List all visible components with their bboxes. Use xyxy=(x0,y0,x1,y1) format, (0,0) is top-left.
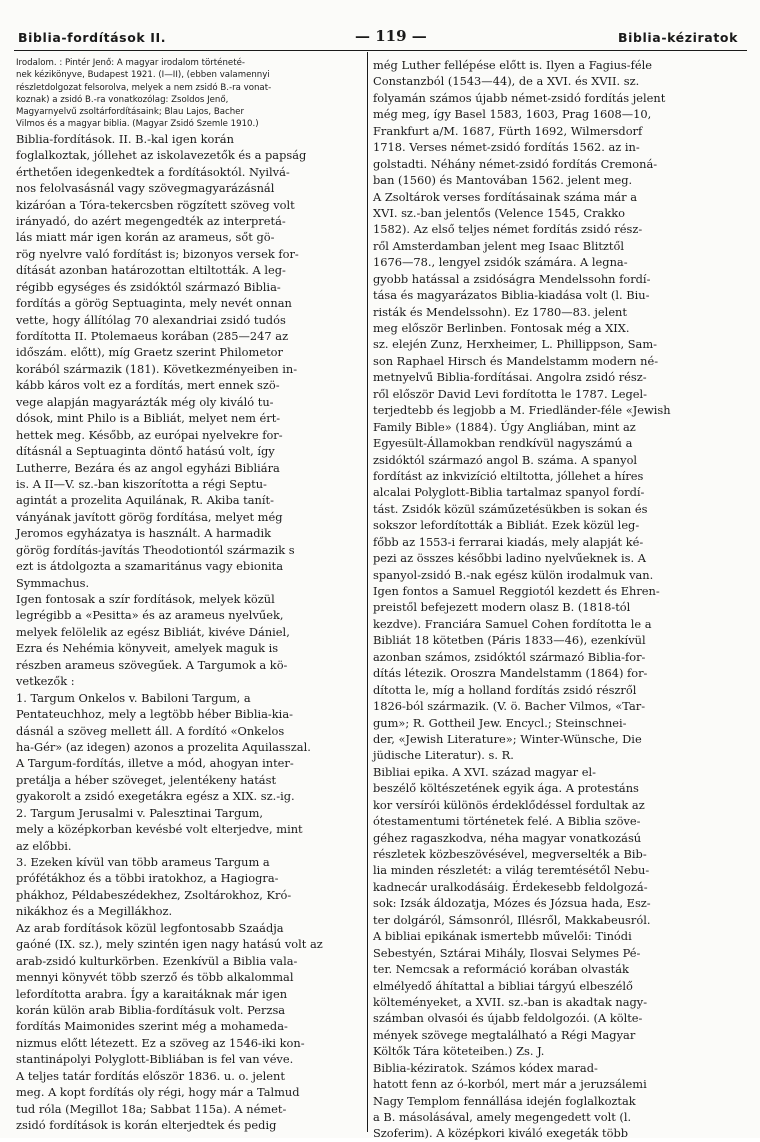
text-line: koznak) a zsidó B.-ra vonatkozólag: Zsoldos Jenő, xyxy=(16,94,229,105)
text-line: 1. Targum Onkelos v. Babiloni Targum, a xyxy=(16,690,251,705)
text-line: még Luther fellépése előtt is. Ilyen a Fagius-féle xyxy=(373,58,652,72)
text-line: 1718. Verses német-zsidó fordítás 1562. az in- xyxy=(373,140,640,155)
text-line: elmélyedő áhítattal a bibliai tárgyú elbeszélő xyxy=(373,978,633,993)
text-line: lefordította arabra. Így a karaitáknak már igen xyxy=(16,986,288,1001)
text-line: prófétákhoz és a többi iratokhoz, a Hagiogra- xyxy=(16,871,279,886)
text-line: legrégibb a «Pesitta» és az arameus nyelvűek, xyxy=(16,608,284,623)
text-line: Pentateuchhoz, mely a legtöbb héber Biblia-kia- xyxy=(16,707,293,722)
running-header-left: Biblia-fordítások II. xyxy=(18,30,167,45)
text-line: Igen fontos a Samuel Reggiotól kezdett és Ehren- xyxy=(373,584,660,598)
text-line: hatott fenn az ó-korból, mert már a jeruzsálemi xyxy=(373,1077,647,1092)
text-line: terjedtebb és legjobb a M. Friedländer-féle «Jewish xyxy=(373,403,671,418)
text-line: phákhoz, Példabeszédekhez, Zsoltárokhoz, Kró- xyxy=(16,887,292,902)
text-line: még meg, így Basel 1583, 1603, Prag 1608—10, xyxy=(373,107,652,122)
text-line: alcalai Polyglott-Biblia tartalmaz spanyol fordí- xyxy=(373,485,645,500)
text-line: rög nyelvre való fordítást is; bizonyos versek for- xyxy=(16,246,299,261)
text-line: jüdische Literatur). s. R. xyxy=(373,748,514,763)
text-line: fordítás Maimonides szerint még a mohameda- xyxy=(16,1019,288,1034)
text-line: Költők Tára köteteiben.) Zs. J. xyxy=(373,1044,545,1059)
text-line: Constanzból (1543—44), de a XVI. és XVII. sz. xyxy=(373,74,640,89)
text-line: gyobb hatással a zsidóságra Mendelssohn fordí- xyxy=(373,271,651,286)
text-line: dítását azonban határozottan eltiltották. A leg- xyxy=(16,263,286,278)
text-line: kor versírói különös érdeklődéssel fordultak az xyxy=(373,797,645,812)
text-line: Biblia-kéziratok. Számos kódex marad- xyxy=(373,1060,598,1075)
text-line: 1582). Az első teljes német fordítás zsidó rész- xyxy=(373,222,643,237)
text-line: vege alapján magyarázták még oly kiváló tu- xyxy=(16,394,274,409)
text-line: sok: Izsák áldozatja, Mózes és Józsua hada, Esz- xyxy=(373,896,651,911)
text-line: Az arab fordítások közül legfontosabb Szaádja xyxy=(16,920,284,935)
text-line: régibb egységes és zsidóktól származó Biblia- xyxy=(16,279,281,294)
text-line: is. A II—V. sz.-ban kiszorította a régi Septu- xyxy=(16,476,267,491)
text-line: Lutherre, Bezára és az angol egyházi Bibliára xyxy=(16,460,280,475)
text-line: XVI. sz.-ban jelentős (Velence 1545, Crakko xyxy=(373,205,625,220)
text-line: golstadti. Néhány német-zsidó fordítás Cremoná- xyxy=(373,156,658,171)
text-line: der, «Jewish Literature»; Winter-Wünsche, Die xyxy=(373,731,642,746)
text-line: sz. elején Zunz, Herxheimer, L. Phillippson, Sam- xyxy=(373,337,657,352)
text-line: son Raphael Hirsch és Mandelstamm modern né- xyxy=(373,353,659,368)
text-line: dásnál a szöveg mellett áll. A fordító «Onkelos xyxy=(16,723,285,738)
left-column xyxy=(16,57,360,1132)
column-divider xyxy=(367,52,368,1132)
text-line: a B. másolásával, amely megengedett volt (l. xyxy=(373,1110,632,1124)
text-line: korán külön arab Biblia-fordításuk volt. Perzsa xyxy=(16,1002,286,1017)
text-line: lás miatt már igen korán az arameus, sőt gö- xyxy=(16,230,275,245)
text-line: dításnál a Septuaginta döntő hatású volt, így xyxy=(16,444,275,459)
text-line: mely a középkorban kevésbé volt elterjedve, mint xyxy=(16,822,303,837)
text-line: gaóné (IX. sz.), mely szintén igen nagy hatású volt az xyxy=(16,937,323,952)
text-line: A Targum-fordítás, illetve a mód, ahogyan inter- xyxy=(16,756,294,771)
text-line: Jeromos egyházatya is használt. A harmadik xyxy=(16,526,272,541)
text-line: hettek meg. Később, az európai nyelvekre for- xyxy=(16,427,283,442)
text-line: zsidó fordítások is korán elterjedtek és pedig xyxy=(16,1118,277,1133)
text-line: A bibliai epikának ismertebb művelői: Tinódi xyxy=(373,929,632,944)
text-line: ótestamentumi történetek felé. A Biblia szöve- xyxy=(373,814,641,829)
text-line: az előbbi. xyxy=(16,838,72,853)
text-line: Bibliai epika. A XVI. század magyar el- xyxy=(373,764,596,779)
text-line: melyek felölelik az egész Bibliát, kivéve Dániel, xyxy=(16,624,290,639)
text-line: ter. Nemcsak a reformáció korában olvasták xyxy=(373,962,629,977)
text-line: beszélő költészetének egyik ága. A protestáns xyxy=(373,781,639,796)
text-line: arab-zsidó kulturkörben. Ezenkívül a Biblia vala- xyxy=(16,953,298,968)
text-line: A Zsoltárok verses fordításainak száma már a xyxy=(373,189,638,204)
text-line: azonban számos, zsidóktól származó Biblia-for- xyxy=(373,649,646,664)
text-line: Symmachus. xyxy=(16,575,90,590)
text-line: költeményeket, a XVII. sz.-ban is akadtak nagy- xyxy=(373,994,648,1009)
text-line: Frankfurt a/M. 1687, Fürth 1692, Wilmersdorf xyxy=(373,123,643,138)
text-line: részletek közbeszövésével, megverselték a Bib- xyxy=(373,847,647,861)
text-line: görög fordítás-javítás Theodotiontól származik s xyxy=(16,542,295,557)
text-line: érthetően idegenkedtek a fordításoktól. Nyilvá- xyxy=(16,164,290,179)
text-line: időszám. előtt), míg Graetz szerint Philometor xyxy=(16,345,283,360)
text-line: irányadó, do azért megengedték az interpretá- xyxy=(16,213,286,228)
text-line: meg. A kopt fordítás oly régi, hogy már a Talmud xyxy=(16,1085,300,1100)
text-line: Sebestyén, Sztárai Mihály, Ilosvai Selymes Pé- xyxy=(373,945,641,960)
text-line: részben arameus szövegűek. A Targumok a kö- xyxy=(16,657,288,672)
text-line: Bibliát 18 kötetben (Páris 1833—46), ezenkívül xyxy=(373,633,646,648)
text-line: ványának javított görög fordítása, melyet még xyxy=(16,509,283,524)
text-line: nizmus előtt létezett. Ez a szöveg az 1546-iki kon- xyxy=(16,1035,305,1050)
text-line: Vilmos és a magyar biblia. (Magyar Zsidó Szemle 1910.) xyxy=(16,119,259,130)
text-line: nikákhoz és a Megillákhoz. xyxy=(16,904,173,919)
text-line: ha-Gér» (az idegen) azonos a prozelita Aquilasszal. xyxy=(16,739,311,754)
text-line: vetkezők : xyxy=(16,674,75,689)
text-line: fordítást az inkvizíció eltiltotta, jóllehet a híres xyxy=(373,468,644,483)
running-header-right: Biblia-kéziratok xyxy=(617,30,738,45)
text-line: nek kézikönyve, Budapest 1921. (I—II), (ebben valamennyi xyxy=(16,70,270,81)
text-line: stantinápolyi Polyglott-Bibliában is fel van véve. xyxy=(16,1052,294,1067)
text-line: ről Amsterdamban jelent meg Isaac Blitztől xyxy=(373,238,625,253)
text-line: dósok, mint Philo is a Bibliát, melyet nem ért- xyxy=(16,411,281,426)
text-line: Family Bible» (1884). Úgy Angliában, mint az xyxy=(373,419,636,434)
text-line: Magyarnyelvű zsoltárfordításaink; Blau Lajos, Bacher xyxy=(16,107,244,118)
text-line: ter dolgáról, Sámsonról, Illésről, Makkabeusról. xyxy=(373,912,651,927)
text-line: gum»; R. Gottheil Jew. Encycl.; Steinschnei- xyxy=(373,715,627,730)
text-line: részletdolgozat felsorolva, melyek a nem zsidó B.-ra vonat- xyxy=(16,82,272,93)
text-line: ban (1560) és Mantovában 1562. jelent meg. xyxy=(373,173,633,188)
text-line: ről először David Levi fordította le 1787. Legel- xyxy=(373,386,648,401)
text-line: 3. Ezeken kívül van több arameus Targum a xyxy=(16,855,270,870)
right-column xyxy=(373,57,727,1141)
text-line: számban olvasói és újabb feldolgozói. (A költe- xyxy=(373,1011,643,1026)
text-line: korából származik (181). Következményeiben in- xyxy=(16,361,298,376)
text-line: nos felolvasásnál vagy szövegmagyarázásnál xyxy=(16,181,275,196)
text-line: spanyol-zsidó B.-nak egész külön irodalmuk van. xyxy=(373,567,654,582)
text-line: A teljes tatár fordítás először 1836. u. o. jelent xyxy=(16,1068,285,1083)
text-line: ezt is átdolgozta a szamaritánus vagy ebionita xyxy=(16,559,284,574)
text-line: kább káros volt ez a fordítás, mert ennek szö- xyxy=(16,378,280,393)
text-line: fordította II. Ptolemaeus korában (285—247 az xyxy=(16,329,289,344)
text-line: mények szövege megtalálható a Régi Magyar xyxy=(373,1027,636,1042)
text-line: pezi az összes későbbi ladino nyelvűeknek is. A xyxy=(373,551,646,566)
text-line: sokszor lefordították a Bibliát. Ezek közül leg- xyxy=(373,518,640,533)
text-line: fordítás a görög Septuaginta, mely nevét onnan xyxy=(16,296,292,311)
text-line: risták és Mendelssohn). Ez 1780—83. jelent xyxy=(373,304,627,319)
text-line: főbb az 1553-i ferrarai kiadás, mely alapját ké- xyxy=(373,534,644,549)
text-line: metnyelvű Biblia-fordításai. Angolra zsidó rész- xyxy=(373,370,647,385)
text-line: Egyesült-Államokban rendkívül nagyszámú a xyxy=(373,436,633,451)
text-line: Nagy Templom fennállása idején foglalkoztak xyxy=(373,1093,636,1108)
text-line: 2. Targum Jerusalmi v. Palesztinai Targum, xyxy=(16,805,264,820)
text-line: Biblia-fordítások. II. B.-kal igen korán xyxy=(16,131,234,146)
text-line: Irodalom. : Pintér Jenő: A magyar irodalom történeté- xyxy=(16,58,245,68)
text-line: géhez ragaszkodva, néha magyar vonatkozású xyxy=(373,830,642,845)
text-line: pretálja a héber szöveget, jelentékeny hatást xyxy=(16,772,277,787)
text-line: tása és magyarázatos Biblia-kiadása volt (l. Biu- xyxy=(373,288,650,303)
text-line: Ezra és Nehémia könyveit, amelyek maguk is xyxy=(16,641,279,656)
text-line: gyakorolt a zsidó exegetákra egész a XIX. sz.-ig. xyxy=(16,789,295,804)
text-line: tud róla (Megillot 18a; Sabbat 115a). A német- xyxy=(16,1101,287,1116)
text-line: foglalkoztak, jóllehet az iskolavezetők és a papság xyxy=(16,148,307,163)
text-line: agintát a prozelita Aquilának, R. Akiba tanít- xyxy=(16,493,274,508)
text-line: vette, hogy állítólag 70 alexandriai zsidó tudós xyxy=(16,312,286,327)
text-line: folyamán számos újabb német-zsidó fordítás jelent xyxy=(373,90,666,105)
text-line: kezdve). Franciára Samuel Cohen fordította le a xyxy=(373,616,652,631)
text-line: zsidóktól származó angol B. száma. A spanyol xyxy=(373,452,638,467)
text-line: Szoferim). A középkori kiváló exegeták több xyxy=(373,1126,629,1141)
text-line: Igen fontosak a szír fordítások, melyek közül xyxy=(16,592,275,607)
text-line: mennyi könyvét több szerző és több alkalommal xyxy=(16,970,294,985)
text-line: dította le, míg a holland fordítás zsidó részről xyxy=(373,682,637,697)
header-rule xyxy=(14,50,747,51)
text-line: tást. Zsidók közül száműzetésükben is sokan és xyxy=(373,501,648,516)
text-line: kizáróan a Tóra-tekercsben rögzített szöveg volt xyxy=(16,197,295,212)
text-line: dítás létezik. Oroszra Mandelstamm (1864) for- xyxy=(373,666,648,681)
text-line: 1826-ból származik. (V. ö. Bacher Vilmos, «Tar- xyxy=(373,699,646,714)
text-line: 1676—78., lengyel zsidók számára. A legna- xyxy=(373,255,628,270)
text-line: preistől befejezett modern olasz B. (1818-tól xyxy=(373,600,631,615)
text-line: meg először Berlinben. Fontosak még a XIX. xyxy=(373,321,630,335)
page-number: — 119 — xyxy=(355,27,427,45)
text-line: kadnecár uralkodásáig. Érdekesebb feldolgozá- xyxy=(373,879,648,894)
text-line: lia minden részletét: a világ teremtésétől Nebu- xyxy=(373,863,650,878)
